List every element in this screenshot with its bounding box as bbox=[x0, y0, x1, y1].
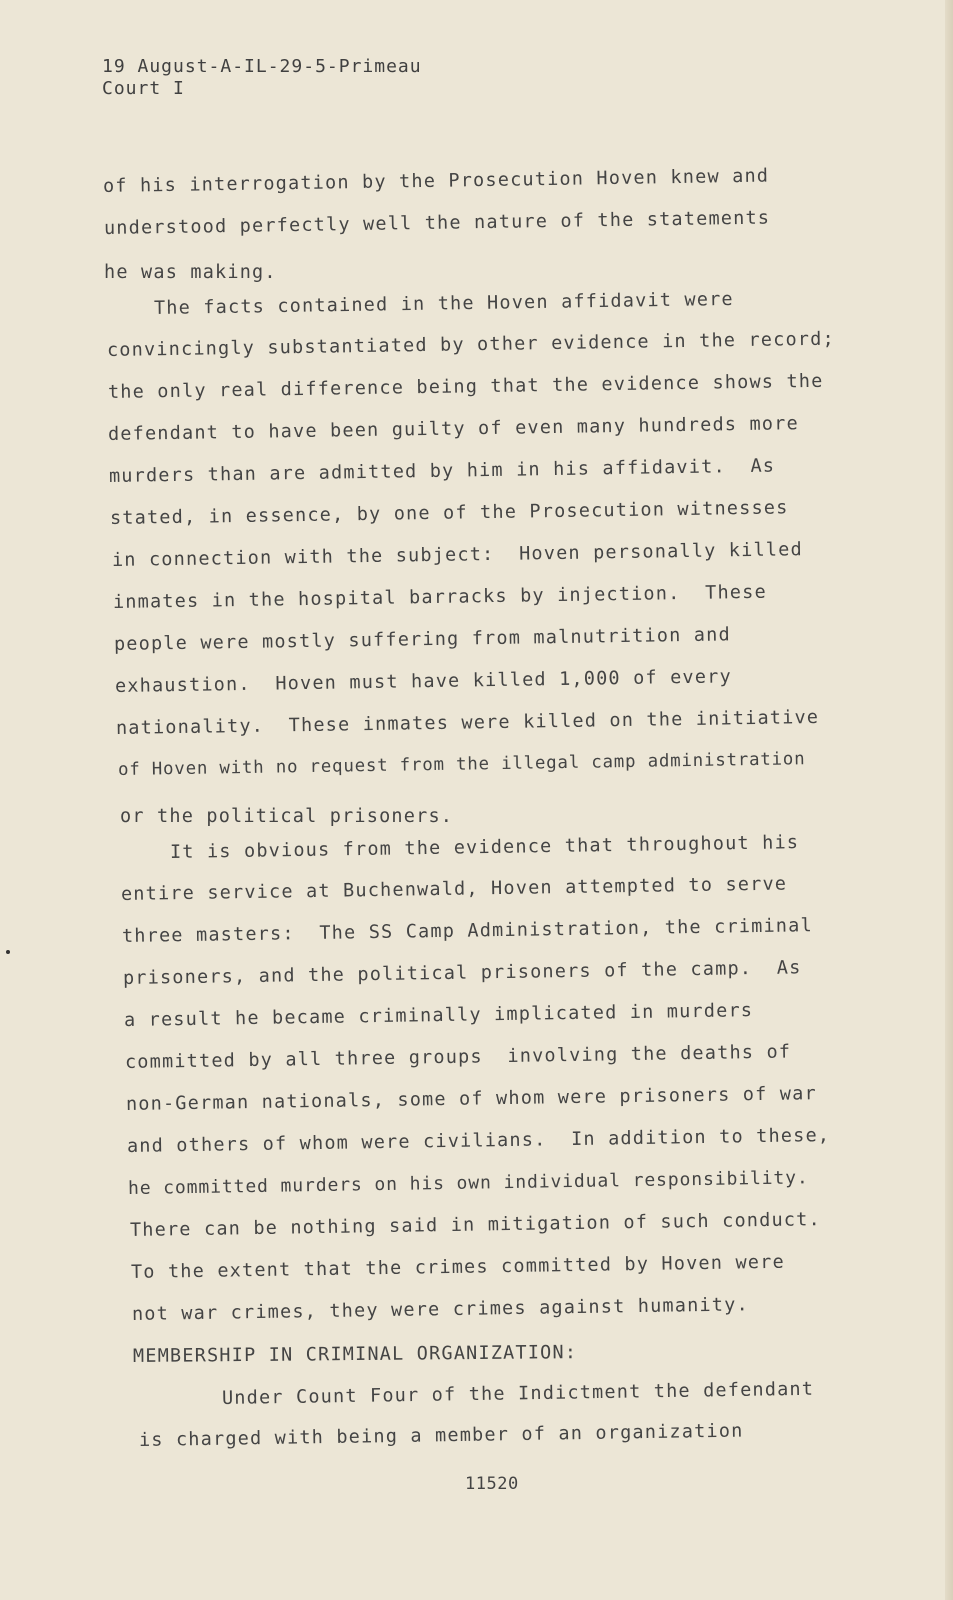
text-line: non-German nationals, some of whom were prisoners of war bbox=[125, 1083, 818, 1115]
text-line: prisoners, and the political prisoners of the camp. As bbox=[122, 957, 802, 989]
text-line: the only real difference being that the evidence shows the bbox=[107, 370, 824, 403]
section-heading: MEMBERSHIP IN CRIMINAL ORGANIZATION: bbox=[132, 1342, 578, 1367]
text-line: people were mostly suffering from malnutrition and bbox=[113, 624, 731, 655]
text-line: and others of whom were civilians. In addition to these, bbox=[126, 1124, 831, 1157]
page-number: 11520 bbox=[465, 1474, 519, 1494]
text-line: committed by all three groups involving the deaths of bbox=[124, 1041, 792, 1073]
text-line: not war crimes, they were crimes against humanity. bbox=[131, 1294, 749, 1325]
text-line: inmates in the hospital barracks by injection. These bbox=[112, 581, 768, 613]
text-line: defendant to have been guilty of even many hundreds more bbox=[107, 413, 800, 445]
text-line: stated, in essence, by one of the Prosecution witnesses bbox=[109, 497, 789, 529]
text-line: convincingly substantiated by other evidence in the record; bbox=[106, 328, 836, 361]
text-line: or the political prisoners. bbox=[120, 806, 454, 827]
text-line: Under Count Four of the Indictment the defendant bbox=[221, 1378, 815, 1409]
text-line: There can be nothing said in mitigation of such conduct. bbox=[129, 1209, 822, 1241]
text-line: exhaustion. Hoven must have killed 1,000 of every bbox=[114, 666, 732, 697]
text-line: three masters: The SS Camp Administration, the criminal bbox=[121, 915, 814, 947]
text-line: understood perfectly well the nature of the statements bbox=[103, 207, 771, 239]
text-line: nationality. These inmates were killed on the initiative bbox=[115, 706, 820, 739]
text-line: murders than are admitted by him in his affidavit. As bbox=[108, 455, 776, 487]
text-line: a result he became criminally implicated in murders bbox=[123, 1000, 754, 1031]
margin-mark bbox=[6, 950, 10, 954]
text-line: he committed murders on his own individual responsibility. bbox=[127, 1167, 809, 1199]
text-line: is charged with being a member of an organization bbox=[138, 1420, 744, 1451]
text-line: in connection with the subject: Hoven personally killed bbox=[111, 539, 804, 571]
text-line: It is obvious from the evidence that throughout his bbox=[169, 832, 800, 863]
header-reference: 19 August-A-IL-29-5-Primeau bbox=[102, 56, 422, 77]
text-line: of Hoven with no request from the illegal camp administration bbox=[117, 749, 806, 780]
text-line: of his interrogation by the Prosecution Hoven knew and bbox=[102, 165, 770, 197]
header-court: Court I bbox=[102, 78, 185, 99]
text-line: he was making. bbox=[104, 262, 277, 283]
text-line: To the extent that the crimes committed by Hoven were bbox=[130, 1251, 786, 1283]
text-line: The facts contained in the Hoven affidavit were bbox=[153, 288, 734, 319]
text-line: entire service at Buchenwald, Hoven attempted to serve bbox=[120, 873, 788, 905]
